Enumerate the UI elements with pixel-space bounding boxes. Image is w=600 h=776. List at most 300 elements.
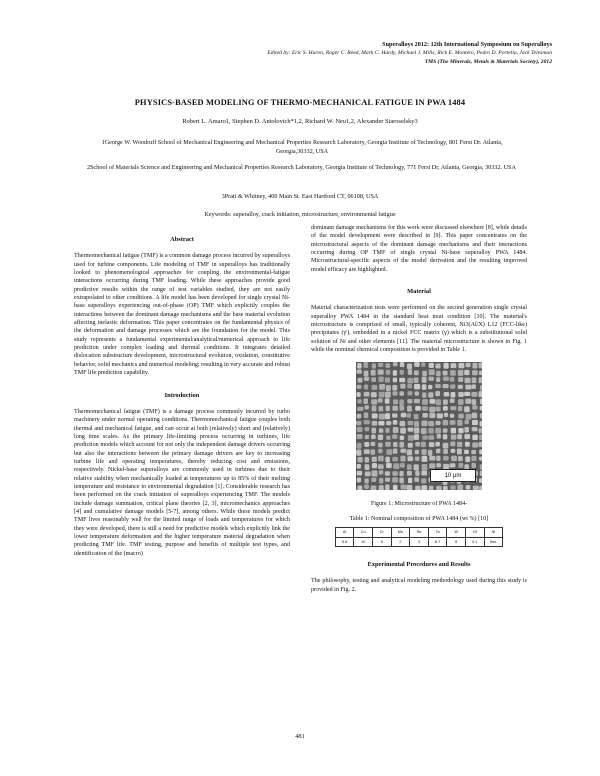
precipitate (414, 422, 419, 428)
table-cell: Ta (428, 528, 447, 537)
precipitate (414, 384, 420, 389)
precipitate (414, 414, 419, 420)
precipitate (393, 371, 397, 377)
precipitate (480, 399, 482, 405)
precipitate (465, 457, 470, 463)
precipitate (472, 413, 478, 419)
header-line-3: TMS (The Minerals, Metals & Materials Society), 2012 (424, 59, 552, 65)
precipitate (357, 427, 363, 432)
precipitate (443, 371, 448, 376)
precipitate (378, 406, 383, 411)
precipitate (457, 435, 462, 440)
precipitate (435, 384, 441, 388)
precipitate (480, 465, 482, 470)
header-line-2: Edited by: Eric S. Huron, Roger C. Reed, Mark C. Hardy, Michael J. Mills, Rick E. Montero, Pedro D. Portella, Jack Telesman (267, 50, 552, 56)
precipitate (472, 443, 478, 448)
precipitate (393, 485, 398, 490)
precipitate (400, 421, 406, 426)
precipitate (393, 464, 399, 470)
precipitate (400, 436, 405, 441)
precipitate (429, 456, 435, 461)
table-cell: 6 (447, 537, 466, 546)
precipitate (358, 378, 363, 383)
precipitate (443, 406, 448, 411)
precipitate (421, 429, 427, 435)
precipitate (415, 442, 420, 447)
table-cell: Co (354, 528, 373, 537)
precipitate (378, 465, 384, 470)
precipitate (370, 442, 375, 446)
precipitate (458, 392, 464, 397)
precipitate (407, 465, 412, 471)
precipitate (378, 377, 383, 383)
precipitate (357, 434, 363, 439)
precipitate (408, 428, 414, 432)
precipitate (457, 420, 462, 426)
scale-bar: 10 μm (430, 469, 476, 482)
precipitate (400, 428, 406, 434)
precipitate (450, 364, 456, 369)
precipitate (415, 486, 420, 490)
precipitate (372, 414, 378, 419)
precipitate (450, 442, 455, 447)
precipitate (372, 406, 377, 412)
precipitate (357, 471, 363, 476)
precipitate (473, 486, 479, 490)
right-column (311, 224, 527, 594)
precipitate (357, 393, 361, 398)
precipitate (422, 465, 428, 471)
precipitate (422, 371, 427, 376)
precipitate (392, 406, 398, 411)
precipitate (414, 428, 419, 434)
precipitate (372, 385, 378, 390)
precipitate (400, 464, 405, 469)
table-cell: Bal. (484, 537, 503, 546)
composition-table (335, 527, 503, 547)
precipitate (465, 442, 470, 447)
precipitate (408, 392, 413, 396)
precipitate (465, 420, 469, 425)
precipitate (399, 378, 405, 383)
precipitate (378, 363, 383, 367)
precipitate (436, 378, 440, 383)
precipitate (371, 435, 376, 440)
precipitate (428, 377, 434, 381)
precipitate (479, 378, 482, 384)
precipitate (450, 371, 456, 377)
table-cell: 8.7 (428, 537, 447, 546)
precipitate (371, 370, 376, 376)
precipitate (364, 413, 368, 419)
precipitate (408, 443, 413, 448)
precipitate (385, 399, 390, 404)
precipitate (378, 421, 384, 425)
precipitate (365, 457, 369, 463)
precipitate (422, 385, 427, 391)
experimental-text: The philosophy, testing and analytical modeling methodology used during this study is provided in Fig. 2. (311, 578, 527, 593)
precipitate (378, 456, 384, 462)
precipitate (428, 450, 432, 456)
precipitate (392, 414, 398, 418)
precipitate (436, 464, 441, 468)
precipitate (444, 392, 450, 397)
precipitate (386, 385, 391, 391)
precipitate (407, 450, 412, 456)
precipitate (414, 435, 419, 441)
precipitate (415, 450, 419, 454)
precipitate (385, 428, 389, 433)
precipitate (400, 456, 405, 462)
precipitate (415, 392, 420, 396)
precipitate (408, 436, 414, 442)
precipitate (436, 400, 442, 406)
precipitate (435, 391, 440, 396)
precipitate (400, 384, 405, 389)
precipitate (451, 392, 456, 398)
precipitate (379, 471, 383, 476)
precipitate (443, 456, 449, 461)
precipitate (471, 450, 476, 454)
precipitate (422, 407, 428, 411)
precipitate (422, 413, 428, 418)
precipitate (372, 457, 377, 462)
precipitate (450, 486, 455, 490)
table-header-row (335, 528, 502, 537)
precipitate (357, 385, 362, 389)
precipitate (408, 370, 412, 376)
precipitate (414, 465, 419, 471)
precipitate (480, 406, 482, 410)
affiliation-2: 2School of Materials Science and Engineering and Mechanical Properties Research Laboratory, Georgia Institute of Technology, 771 Ferst Dr, Atlanta, Georgia, 30332. USA (87, 164, 516, 171)
precipitate (450, 421, 456, 426)
introduction-text: Thermomechanical fatigue (TMF) is a damage process commonly incurred by turbo machinery under normal operating conditions. Thermomechanical fatigue couples both thermal and mechanical fatigue, and can occur at both (relatively) short and (relatively) long time scales. As the primary life-limiting process occurring in turbines, life prediction models which account for not only the independent damage drivers occurring but also the interactions between the primary damage drivers are key to increasing turbine life and operating temperatures, thereby reducing cost and emissions, respectively. Nickel-base superalloys are commonly used in turbines due to their relative stability when mechanically loaded at temperatures up to 85% of their melting temperature and resistance to environmental degradation [1]. Considerable research has been performed on the crack initiation of superalloys experiencing TMF. The models include damage summation, critical plane theories [2, 3], micromechanics approaches [4] and cumulative damage models [5-7], among others. While these models predict TMF lives reasonably well for the limited range of loads and temperatures for which they were developed, there is still a need for predictive models which explicitly link the lower temperature deformation and the higher temperature material degradation when predicting TMF life. TMF testing, purpose and benefits of multiple test types, and identification of the (macro) (74, 408, 290, 557)
precipitate (466, 363, 471, 367)
precipitate (407, 471, 412, 476)
abstract-text: Thermomechanical fatigue (TMF) is a common damage process incurred by superalloys used for turbine components. Life modeling of TMF in superalloys has traditionally looked to phenomenological approaches for coupling the environmental-fatigue interactions occurring during TMF loading. While these approaches provide good predictive results within the range of test variables studied, they are not easily extrapolated to other conditions. A life model has been developed for single crystal Ni-base superalloys experiencing out-of-phase (OP) TMF which explicitly couples the interactions between the dominant damage mechanisms and the base material evolution affecting inelastic deformation. This paper concentrates on the fundamental physics of the deformation and damage processes which are the foundation for the model. This study represents a fundamental experimental/analytical/numerical approach to life prediction under complex loading and thermal conditions. It integrates detailed dislocation substructure development, microstructural evolution, oxidation, constitutive behavior, solid mechanics and numerical modeling; resulting in very accurate and robust TMF life prediction capability. (74, 253, 291, 377)
precipitate (429, 443, 435, 448)
precipitate (365, 435, 369, 439)
precipitate (458, 400, 464, 406)
precipitate (437, 414, 443, 419)
precipitate (379, 392, 385, 398)
precipitate (371, 400, 377, 405)
precipitate (414, 378, 419, 383)
precipitate (407, 399, 412, 403)
precipitate (480, 414, 482, 419)
precipitate (357, 370, 362, 374)
precipitate (435, 407, 440, 412)
precipitate (428, 428, 433, 434)
paper-title: PHYSICS-BASED MODELING OF THERMO-MECHANICAL FATIGUE IN PWA 1484 (134, 98, 466, 107)
precipitate (393, 449, 398, 454)
precipitate (436, 449, 440, 454)
precipitate (407, 406, 412, 412)
precipitate (421, 421, 427, 427)
precipitate (458, 363, 464, 368)
precipitate (415, 406, 421, 411)
precipitate (399, 442, 404, 448)
precipitate (435, 421, 440, 425)
precipitate (429, 464, 435, 469)
precipitate (422, 377, 427, 383)
precipitate (399, 400, 403, 406)
precipitate (422, 436, 428, 440)
precipitate (429, 363, 434, 368)
precipitate (443, 486, 448, 490)
precipitate (386, 370, 391, 375)
precipitate (386, 422, 391, 426)
precipitate (372, 471, 378, 477)
precipitate (357, 486, 362, 490)
precipitate (443, 421, 449, 426)
precipitate (436, 486, 442, 490)
microstructure-image (356, 362, 482, 490)
precipitate (378, 399, 383, 403)
proceedings-header (132, 40, 552, 67)
precipitate (458, 457, 463, 462)
material-text: Material characterization tests were performed on the second generation single crystal superalloy PWA 1484 in the standard heat treat condition [10]. The material's microstructure is comprised of small, typically coherent, Ni3(Al/X) L12 (FCC-like) precipitates (γ'), embedded in a nickel FCC matrix (γ) which is a substitutional solid solution of Ni and other elements [11]. The material microstructure is shown in Fig. 1 while the nominal chemical composition is provided in Table 1. (311, 305, 527, 354)
precipitate (364, 377, 369, 381)
table-cell: Hf (465, 528, 484, 537)
abstract-heading: Abstract (170, 236, 194, 243)
precipitate (443, 377, 449, 381)
precipitate (392, 385, 397, 391)
precipitate (407, 457, 413, 462)
precipitate (464, 370, 469, 375)
precipitate (421, 442, 426, 447)
precipitate (379, 429, 383, 434)
precipitate (371, 486, 377, 490)
precipitate (400, 449, 406, 453)
precipitate (365, 465, 370, 471)
precipitate (421, 479, 426, 484)
precipitate (363, 363, 368, 369)
precipitate (443, 435, 448, 440)
precipitate (436, 371, 440, 377)
precipitate (385, 485, 389, 490)
precipitate (414, 363, 419, 368)
precipitate (479, 442, 482, 447)
precipitate (414, 399, 420, 404)
precipitate (371, 428, 376, 434)
table-cell: 3 (410, 537, 429, 546)
precipitate (479, 486, 482, 490)
keywords: Keywords: superalloy, crack initiation, microstructure, environmental fatigue (204, 211, 396, 218)
precipitate (408, 478, 412, 484)
precipitate (399, 406, 404, 411)
precipitate (464, 427, 469, 433)
precipitate (444, 413, 448, 417)
precipitate (435, 442, 439, 447)
precipitate (356, 421, 361, 425)
precipitate (385, 378, 390, 383)
introduction-heading: Introduction (164, 391, 200, 399)
table-cell: Cr (373, 528, 392, 537)
precipitate (421, 450, 426, 456)
precipitate (364, 442, 369, 447)
precipitate (471, 463, 475, 468)
precipitate (472, 435, 478, 440)
precipitate (443, 449, 448, 454)
precipitate (450, 385, 455, 389)
table-cell: 0.1 (465, 537, 484, 546)
affiliation-1: 1George W. Woodruff School of Mechanical Engineering and Mechanical Properties Research Laboratory, Georgia Institute of Technology, 801 Ferst Dr. Atlanta, Georgia,30332, USA (101, 139, 503, 156)
precipitate (450, 414, 454, 418)
precipitate (450, 407, 456, 411)
precipitate (464, 407, 469, 413)
precipitate (408, 421, 414, 425)
precipitate (458, 378, 463, 383)
precipitate (379, 486, 384, 491)
precipitate (437, 434, 441, 439)
precipitate (364, 479, 368, 484)
precipitate (479, 392, 482, 398)
precipitate (357, 464, 361, 469)
precipitate (472, 385, 476, 389)
precipitate (385, 392, 391, 398)
precipitate (379, 478, 383, 484)
precipitate (471, 456, 476, 461)
precipitate (371, 450, 376, 455)
precipitate (465, 414, 471, 420)
precipitate (458, 464, 463, 469)
precipitate (372, 421, 378, 426)
precipitate (378, 435, 383, 441)
precipitate (472, 378, 477, 384)
precipitate (479, 450, 482, 455)
precipitate (466, 486, 471, 490)
precipitate (407, 414, 411, 419)
precipitate (407, 378, 413, 384)
precipitate (385, 472, 390, 476)
precipitate (363, 399, 368, 404)
precipitate (458, 406, 463, 411)
precipitate (401, 413, 406, 418)
precipitate (422, 393, 426, 398)
precipitate (458, 385, 463, 389)
table-cell: 5 (373, 537, 392, 546)
precipitate (464, 392, 470, 396)
precipitate (386, 450, 392, 456)
precipitate (414, 478, 419, 483)
precipitate (442, 384, 448, 388)
precipitate (458, 428, 463, 433)
page-number: 481 (295, 733, 305, 740)
precipitate (471, 393, 477, 398)
precipitate (378, 443, 383, 448)
precipitate (451, 449, 456, 453)
precipitate (451, 435, 457, 440)
precipitate (435, 364, 440, 369)
precipitate (364, 485, 369, 490)
precipitate (443, 363, 448, 369)
precipitate (392, 457, 398, 462)
precipitate (415, 457, 420, 461)
precipitate (393, 427, 399, 433)
precipitate (457, 442, 462, 447)
figure-1-caption: Figure 1: Microstructure of PWA 1484- (370, 501, 468, 508)
precipitate (458, 370, 464, 376)
precipitate (378, 449, 383, 454)
precipitate (450, 377, 454, 382)
precipitate (450, 464, 456, 468)
precipitate (365, 472, 371, 477)
precipitate (364, 392, 370, 397)
header-line-1: Superalloys 2012: 12th International Symposium on Superalloys (382, 41, 552, 48)
precipitate (392, 478, 398, 483)
precipitate (365, 427, 370, 431)
precipitate (421, 486, 427, 491)
precipitate (478, 429, 482, 434)
precipitate (364, 450, 370, 455)
precipitate (436, 456, 440, 461)
precipitate (379, 384, 385, 390)
precipitate (451, 428, 456, 434)
precipitate (357, 478, 361, 483)
precipitate (393, 392, 398, 397)
precipitate (401, 485, 407, 490)
precipitate (393, 442, 397, 447)
precipitate (357, 364, 362, 370)
precipitate (479, 371, 482, 375)
precipitate (457, 485, 463, 490)
precipitate (429, 407, 435, 413)
precipitate (386, 436, 390, 440)
precipitate (435, 428, 441, 434)
precipitate (458, 414, 464, 419)
precipitate (465, 399, 471, 404)
precipitate (443, 400, 448, 405)
precipitate (443, 443, 449, 449)
precipitate (372, 463, 377, 468)
precipitate (379, 414, 385, 420)
precipitate (364, 406, 368, 410)
precipitate (422, 456, 428, 462)
table-cell: Ni (484, 528, 503, 537)
table-value-row (335, 537, 502, 546)
precipitate (399, 478, 404, 484)
precipitate (385, 364, 390, 369)
precipitate (429, 370, 435, 376)
table-cell: Re (410, 528, 429, 537)
precipitate (421, 363, 425, 367)
precipitate (472, 363, 477, 369)
precipitate (393, 400, 398, 405)
precipitate (385, 457, 390, 463)
precipitate (421, 471, 427, 476)
precipitate (451, 456, 457, 461)
precipitate (371, 478, 376, 482)
precipitate (400, 362, 404, 367)
precipitate (429, 413, 435, 418)
precipitate (443, 429, 448, 433)
table-cell: Al (335, 528, 354, 537)
precipitate (480, 471, 482, 476)
experimental-heading: Experimental Procedures and Results (367, 560, 471, 568)
precipitate (357, 414, 362, 419)
precipitate (371, 393, 377, 398)
table-cell: 10 (354, 537, 373, 546)
precipitate (479, 479, 482, 484)
precipitate (429, 486, 434, 490)
precipitate (385, 478, 390, 482)
precipitate (356, 450, 361, 456)
precipitate (385, 442, 391, 447)
precipitate (371, 378, 376, 383)
precipitate (428, 436, 434, 441)
precipitate (480, 385, 482, 391)
